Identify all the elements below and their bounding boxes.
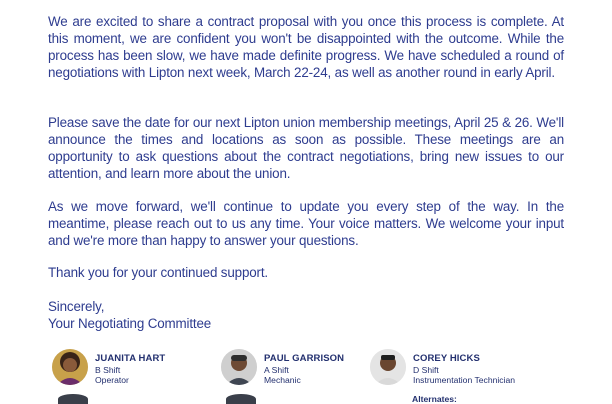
member-name: COREY HICKS: [413, 353, 480, 364]
avatar: [52, 349, 88, 385]
member-role: Mechanic: [264, 375, 301, 385]
paragraph-meetings: Please save the date for our next Lipton union membership meetings, April 25 & 26. We'll announce the times and locations as soon as possible. These meetings are an opportunity to ask questions about the contract negotiations, bring new issues to our attention, and learn more about the union.: [48, 115, 564, 181]
member-shift: A Shift: [264, 365, 289, 375]
paragraph-thanks: Thank you for your continued support.: [48, 265, 268, 280]
member-role: Instrumentation Technician: [413, 375, 516, 385]
member-name: PAUL GARRISON: [264, 353, 345, 364]
avatar: [370, 349, 406, 385]
member-shift: D Shift: [413, 365, 439, 375]
member-shift: B Shift: [95, 365, 121, 375]
avatar: [226, 394, 256, 404]
avatar: [221, 349, 257, 385]
avatar: [58, 394, 88, 404]
paragraph-negotiations: We are excited to share a contract proposal with you once this process is complete. At this moment, we are confident you won't be disappointed with the outcome. While the process has been slow, we have made definite progress. We have scheduled a round of negotiations with Lipton next week, March 22-24, as well as another round in early April.: [48, 14, 564, 80]
paragraph-updates: As we move forward, we'll continue to update you every step of the way. In the meantime, please reach out to us any time. Your voice matters. We welcome your input and we're more than happy to answer your questions.: [48, 199, 564, 248]
member-name: JUANITA HART: [95, 353, 166, 364]
committee-member: [370, 349, 570, 389]
signoff: Your Negotiating Committee: [48, 316, 212, 331]
committee-member: [221, 349, 361, 389]
member-role: Operator: [95, 375, 129, 385]
closing: Sincerely,: [48, 299, 105, 314]
alternates-label: Alternates:: [412, 394, 457, 404]
committee-member: [52, 349, 212, 389]
